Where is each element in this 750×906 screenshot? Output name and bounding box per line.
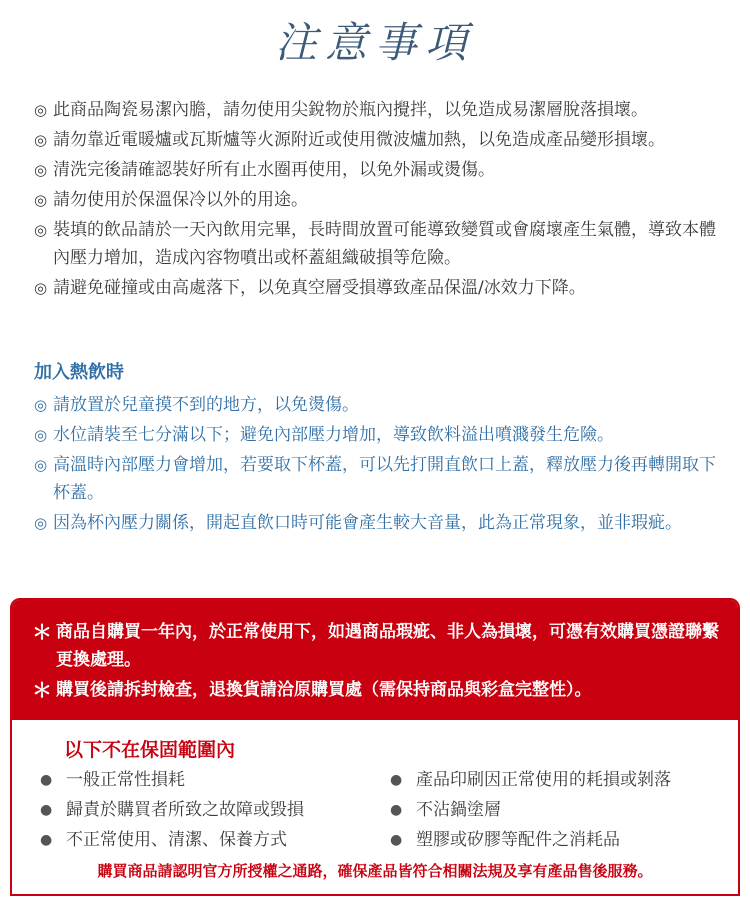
notice-item — [34, 156, 724, 184]
notice-text: 請勿使用於保溫保冷以外的用途。 — [53, 190, 308, 210]
hot-drinks-item — [34, 451, 724, 507]
hot-drinks-item — [34, 421, 724, 449]
warranty-text: 購買後請拆封檢查，退換貨請洽原購買處（需保持商品與彩盒完整性）。 — [56, 680, 592, 700]
exclusion-text: 不正常使用、清潔、保養方式 — [66, 830, 287, 850]
exclusion-list-left — [40, 766, 390, 856]
bullet-icon: ◎ — [34, 426, 48, 444]
exclusion-item — [390, 796, 730, 824]
warranty-text: 商品自購買一年內，於正常使用下，如遇商品瑕疵、非人為損壞，可憑有效購買憑證聯繫更換處理。 — [56, 622, 719, 670]
notice-item — [34, 126, 724, 154]
bullet-icon: ◎ — [34, 396, 48, 414]
bullet-icon: ◎ — [34, 221, 48, 239]
notice-list — [34, 96, 724, 304]
exclusion-section — [12, 720, 738, 896]
hot-drinks-item — [34, 509, 724, 537]
exclusion-columns — [12, 766, 738, 856]
notice-text: 此商品陶瓷易潔內膽，請勿使用尖銳物於瓶內攪拌，以免造成易潔層脫落損壞。 — [53, 100, 648, 120]
hot-drinks-text: 高溫時內部壓力會增加，若要取下杯蓋，可以先打開直飲口上蓋，釋放壓力後再轉開取下 杯蓋。 — [53, 455, 716, 503]
exclusion-heading: 以下不在保固範圍內 — [64, 739, 236, 761]
notice-text: 請避免碰撞或由高處落下，以免真空層受損導致產品保溫/冰效力下降。 — [53, 278, 586, 298]
hot-drinks-text: 水位請裝至七分滿以下；避免內部壓力增加，導致飲料溢出噴濺發生危險。 — [53, 425, 614, 445]
official-channel-note: 購買商品請認明官方所授權之通路，確保產品皆符合相關法規及享有產品售後服務。 — [97, 862, 653, 880]
bullet-icon: ◎ — [34, 279, 48, 297]
warranty-box — [10, 598, 740, 896]
title-area — [0, 0, 750, 80]
notice-text: 清洗完後請確認裝好所有止水圈再使用，以免外漏或燙傷。 — [53, 160, 495, 180]
exclusion-item — [40, 796, 390, 824]
dot-icon: ● — [40, 832, 53, 848]
hot-drinks-item — [34, 391, 724, 419]
hot-drinks-list — [34, 391, 724, 537]
notice-item — [34, 274, 724, 302]
asterisk-icon: ＊ — [32, 620, 52, 644]
notice-text: 裝填的飲品請於一天內飲用完畢，長時間放置可能導致變質或會腐壞產生氣體，導致本體內壓力增加，造成內容物噴出或杯蓋組織破損等危險。 — [53, 220, 716, 268]
dot-icon: ● — [390, 802, 403, 818]
warranty-header — [12, 600, 738, 720]
bullet-icon: ◎ — [34, 131, 48, 149]
notice-item — [34, 216, 724, 272]
exclusion-item — [390, 766, 730, 794]
exclusion-item — [40, 766, 390, 794]
exclusion-item — [390, 826, 730, 854]
notice-text: 請勿靠近電暖爐或瓦斯爐等火源附近或使用微波爐加熱，以免造成產品變形損壞。 — [53, 130, 665, 150]
exclusion-text: 不沾鍋塗層 — [416, 800, 501, 820]
warranty-line — [32, 618, 722, 674]
dot-icon: ● — [40, 772, 53, 788]
hot-drinks-text: 因為杯內壓力關係，開起直飲口時可能會產生較大音量，此為正常現象，並非瑕疵。 — [53, 513, 682, 533]
exclusion-text: 產品印刷因正常使用的耗損或剝落 — [416, 770, 671, 790]
exclusion-text: 塑膠或矽膠等配件之消耗品 — [416, 830, 620, 850]
notice-item — [34, 96, 724, 124]
hot-drinks-section — [34, 359, 724, 539]
exclusion-list-right — [390, 766, 730, 856]
exclusion-text: 歸責於購買者所致之故障或毀損 — [66, 800, 304, 820]
exclusion-text: 一般正常性損耗 — [66, 770, 185, 790]
hot-drinks-text: 請放置於兒童摸不到的地方，以免燙傷。 — [53, 395, 359, 415]
bullet-icon: ◎ — [34, 101, 48, 119]
bullet-icon: ◎ — [34, 161, 48, 179]
exclusion-item — [40, 826, 390, 854]
warranty-line — [32, 676, 722, 704]
hot-drinks-heading: 加入熱飲時 — [34, 362, 124, 383]
dot-icon: ● — [390, 772, 403, 788]
bullet-icon: ◎ — [34, 191, 48, 209]
bullet-icon: ◎ — [34, 514, 48, 532]
dot-icon: ● — [40, 802, 53, 818]
asterisk-icon: ＊ — [32, 678, 52, 702]
notice-item — [34, 186, 724, 214]
page-title: 注意事項 — [274, 18, 475, 67]
dot-icon: ● — [390, 832, 403, 848]
bullet-icon: ◎ — [34, 456, 48, 474]
